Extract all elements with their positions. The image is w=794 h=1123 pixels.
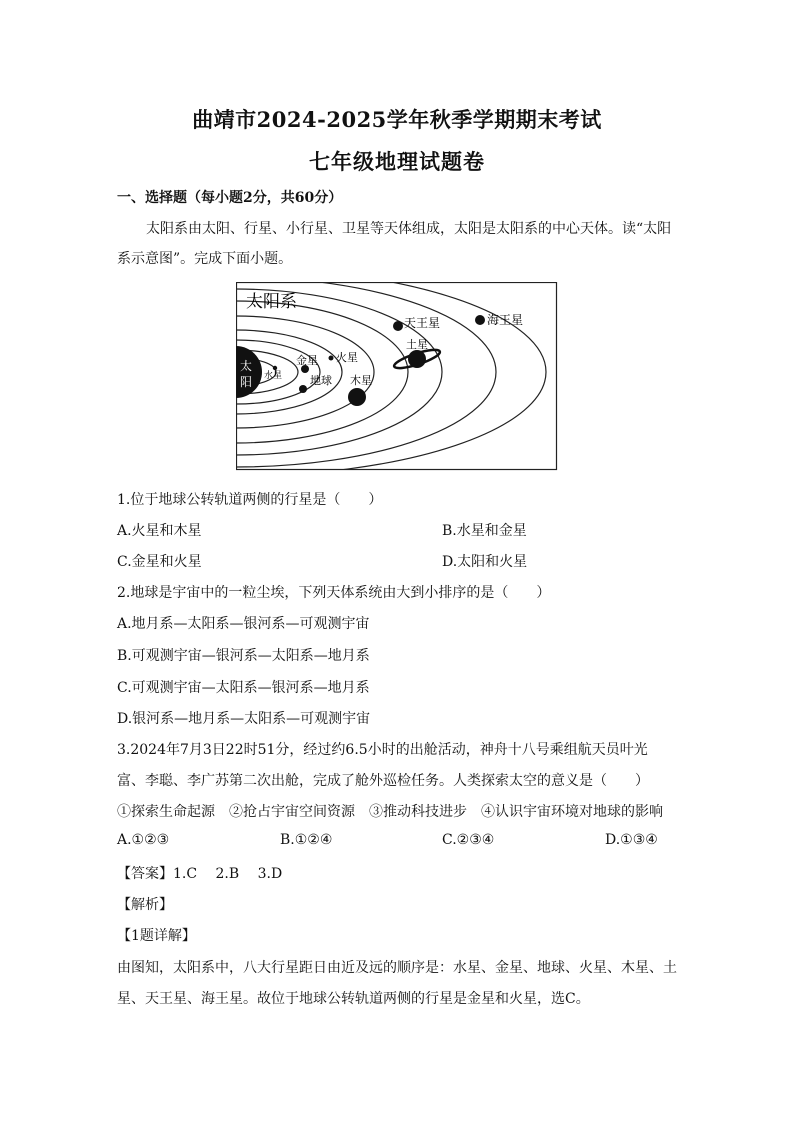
uranus-dot	[393, 321, 403, 331]
solar-system-diagram	[236, 282, 558, 472]
intro-line-1: 太阳系由太阳、行星、小行星、卫星等天体组成，太阳是太阳系的中心天体。读“太阳	[146, 221, 672, 237]
q1-option-a: A.火星和木星	[117, 523, 202, 539]
earth-dot	[299, 385, 307, 393]
q3-option-b: B.①②④	[280, 832, 333, 848]
venus-label: 金星	[296, 354, 318, 367]
saturn-dot	[408, 350, 426, 368]
q3-option-c: C.②③④	[442, 832, 495, 848]
section-heading: 一、选择题（每小题2分，共60分）	[117, 190, 343, 206]
q2-option-d: D.银河系—地月系—太阳系—可观测宇宙	[117, 711, 371, 727]
sun-label-1: 太	[240, 359, 253, 373]
mercury-label: 水星	[264, 371, 283, 381]
q3-option-d: D.①③④	[605, 832, 658, 848]
q3-stem-line-1: 3.2024年7月3日22时51分，经过约6.5小时的出舱活动，神舟十八号乘组航天员叶光	[117, 742, 648, 758]
q1-option-c: C.金星和火星	[117, 554, 202, 570]
mars-dot	[329, 356, 334, 361]
neptune-dot	[475, 315, 485, 325]
earth-label: 地球	[310, 374, 332, 387]
explain-line-1: 由图知，太阳系中，八大行星距日由近及远的顺序是：水星、金星、地球、火星、木星、土	[117, 960, 677, 976]
q1-stem: 1.位于地球公转轨道两侧的行星是（ ）	[117, 492, 383, 508]
mercury-dot	[273, 366, 277, 370]
q3-option-a: A.①②③	[117, 832, 170, 848]
exam-subtitle: 七年级地理试题卷	[309, 149, 485, 174]
uranus-label: 天王星	[404, 316, 441, 330]
analysis-heading: 【解析】	[117, 897, 173, 913]
q1-option-b: B.水星和金星	[442, 523, 527, 539]
q3-statements: ①探索生命起源 ②抢占宇宙空间资源 ③推动科技进步 ④认识宇宙环境对地球的影响	[117, 804, 663, 820]
sun-label-2: 阳	[240, 375, 253, 389]
jupiter-label: 木星	[350, 374, 372, 387]
q2-option-a: A.地月系—太阳系—银河系—可观测宇宙	[117, 616, 370, 632]
q2-stem: 2.地球是宇宙中的一粒尘埃，下列天体系统由大到小排序的是（ ）	[117, 585, 551, 601]
explain-line-2: 星、天王星、海王星。故位于地球公转轨道两侧的行星是金星和火星，选C。	[117, 991, 590, 1007]
q2-option-b: B.可观测宇宙—银河系—太阳系—地月系	[117, 648, 370, 664]
q1-option-d: D.太阳和火星	[442, 554, 528, 570]
mars-label: 火星	[336, 351, 358, 364]
exam-title: 曲靖市2024-2025学年秋季学期期末考试	[192, 107, 602, 132]
q2-option-c: C.可观测宇宙—太阳系—银河系—地月系	[117, 680, 370, 696]
neptune-label: 海王星	[487, 313, 524, 327]
detail-1-heading: 【1题详解】	[117, 928, 196, 944]
intro-line-2: 系示意图”。完成下面小题。	[117, 251, 293, 267]
q3-stem-line-2: 富、李聪、李广苏第二次出舱，完成了舱外巡检任务。人类探索太空的意义是（ ）	[117, 773, 649, 789]
jupiter-dot	[348, 388, 366, 406]
saturn-label: 土星	[406, 338, 428, 351]
diagram-title: 太阳系	[246, 292, 297, 312]
answer-line: 【答案】1.C 2.B 3.D	[117, 866, 283, 882]
